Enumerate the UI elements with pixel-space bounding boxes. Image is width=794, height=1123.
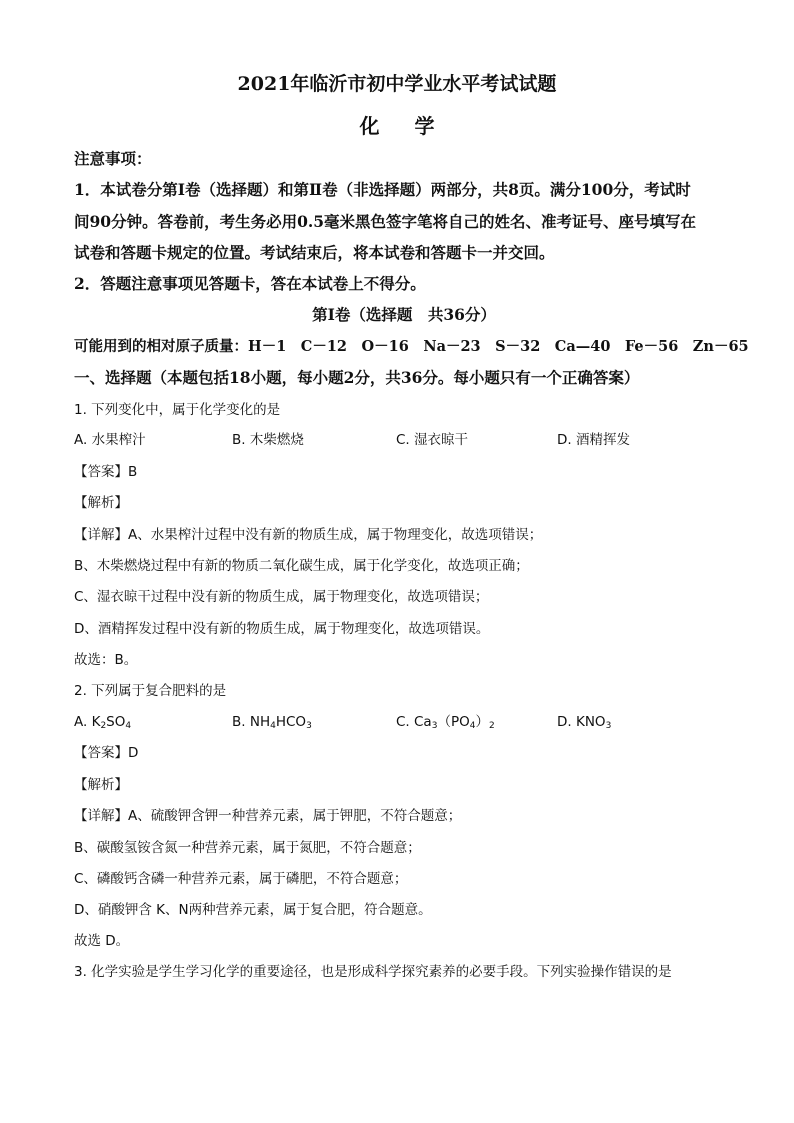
- detail-tag: 【详解】: [74, 527, 128, 543]
- notice-item-1-line-2: 间90分钟。答卷前，考生务必用0.5毫米黑色签字笔将自己的姓名、准考证号、座号填写在: [74, 212, 697, 231]
- answer-tag: 【答案】: [74, 745, 128, 761]
- atomic-masses: 可能用到的相对原子质量：H－1 C－12 O－16 Na－23 S－32 Ca—40 Fe－56 Zn－65: [74, 338, 749, 355]
- answer-value: B: [128, 464, 138, 480]
- question-2-stem: 2. 下列属于复合肥料的是: [74, 683, 227, 699]
- question-1-option-a: A. 水果榨汁: [74, 432, 146, 448]
- question-2-option-d: D. $KNO_3$: [557, 714, 612, 731]
- question-3-stem: 3. 化学实验是学生学习化学的重要途径，也是形成科学探究素养的必要手段。下列实验操作错误的是: [74, 964, 672, 980]
- subject-title: 化 学: [359, 114, 449, 138]
- question-2-option-a: A. $K_2SO_4$: [74, 714, 132, 731]
- detail-text: A、水果榨汁过程中没有新的物质生成，属于物理变化，故选项错误；: [128, 527, 543, 543]
- detail-text: A、硫酸钾含钾一种营养元素，属于钾肥，不符合题意；: [128, 808, 462, 824]
- question-1-detail-b: B、木柴燃烧过程中有新的物质二氧化碳生成，属于化学变化，故选项正确；: [74, 558, 529, 574]
- question-2-answer: [74, 743, 734, 763]
- question-1-option-d: D. 酒精挥发: [557, 432, 630, 448]
- question-1-analysis-tag: 【解析】: [74, 495, 128, 511]
- question-1-detail-d: D、酒精挥发过程中没有新的物质生成，属于物理变化，故选项错误。: [74, 621, 490, 637]
- answer-value: D: [128, 745, 139, 761]
- notice-item-1-line-1: 1．本试卷分第Ⅰ卷（选择题）和第Ⅱ卷（非选择题）两部分，共8页。满分100分，考试时: [74, 180, 691, 199]
- question-1-answer: [74, 462, 734, 482]
- question-2-conclusion: 故选 D。: [74, 933, 130, 949]
- notice-item-1-line-3: 试卷和答题卡规定的位置。考试结束后，将本试卷和答题卡一并交回。: [74, 243, 555, 262]
- question-1-option-b: B. 木柴燃烧: [232, 432, 304, 448]
- question-2-analysis-tag: 【解析】: [74, 777, 128, 793]
- notice-heading: 注意事项：: [74, 149, 152, 168]
- question-2-option-b: B. $NH_4HCO_3$: [232, 714, 312, 731]
- question-2-detail-d: D、硝酸钾含 K、N两种营养元素，属于复合肥，符合题意。: [74, 902, 432, 918]
- question-2-detail-c: C、磷酸钙含磷一种营养元素，属于磷肥，不符合题意；: [74, 871, 408, 887]
- answer-tag: 【答案】: [74, 464, 128, 480]
- section-title: 第Ⅰ卷（选择题 共36分）: [312, 305, 496, 324]
- exam-title: 2021年临沂市初中学业水平考试试题: [237, 73, 557, 95]
- question-1-detail-c: C、湿衣晾干过程中没有新的物质生成，属于物理变化，故选项错误；: [74, 589, 489, 605]
- question-1-conclusion: 故选：B。: [74, 652, 138, 668]
- question-1-detail-a: [74, 525, 734, 545]
- question-2-detail-b: B、碳酸氢铵含氮一种营养元素，属于氮肥，不符合题意；: [74, 840, 421, 856]
- notice-item-2: 2．答题注意事项见答题卡，答在本试卷上不得分。: [74, 274, 426, 293]
- part-heading: 一、选择题（本题包括18小题，每小题2分，共36分。每小题只有一个正确答案）: [74, 368, 640, 387]
- question-2-option-c: C. $Ca_3(PO_4)_2$: [396, 714, 495, 731]
- question-2-detail-a: [74, 806, 734, 826]
- question-1-option-c: C. 湿衣晾干: [396, 432, 469, 448]
- detail-tag: 【详解】: [74, 808, 128, 824]
- question-1-stem: 1. 下列变化中，属于化学变化的是: [74, 402, 281, 418]
